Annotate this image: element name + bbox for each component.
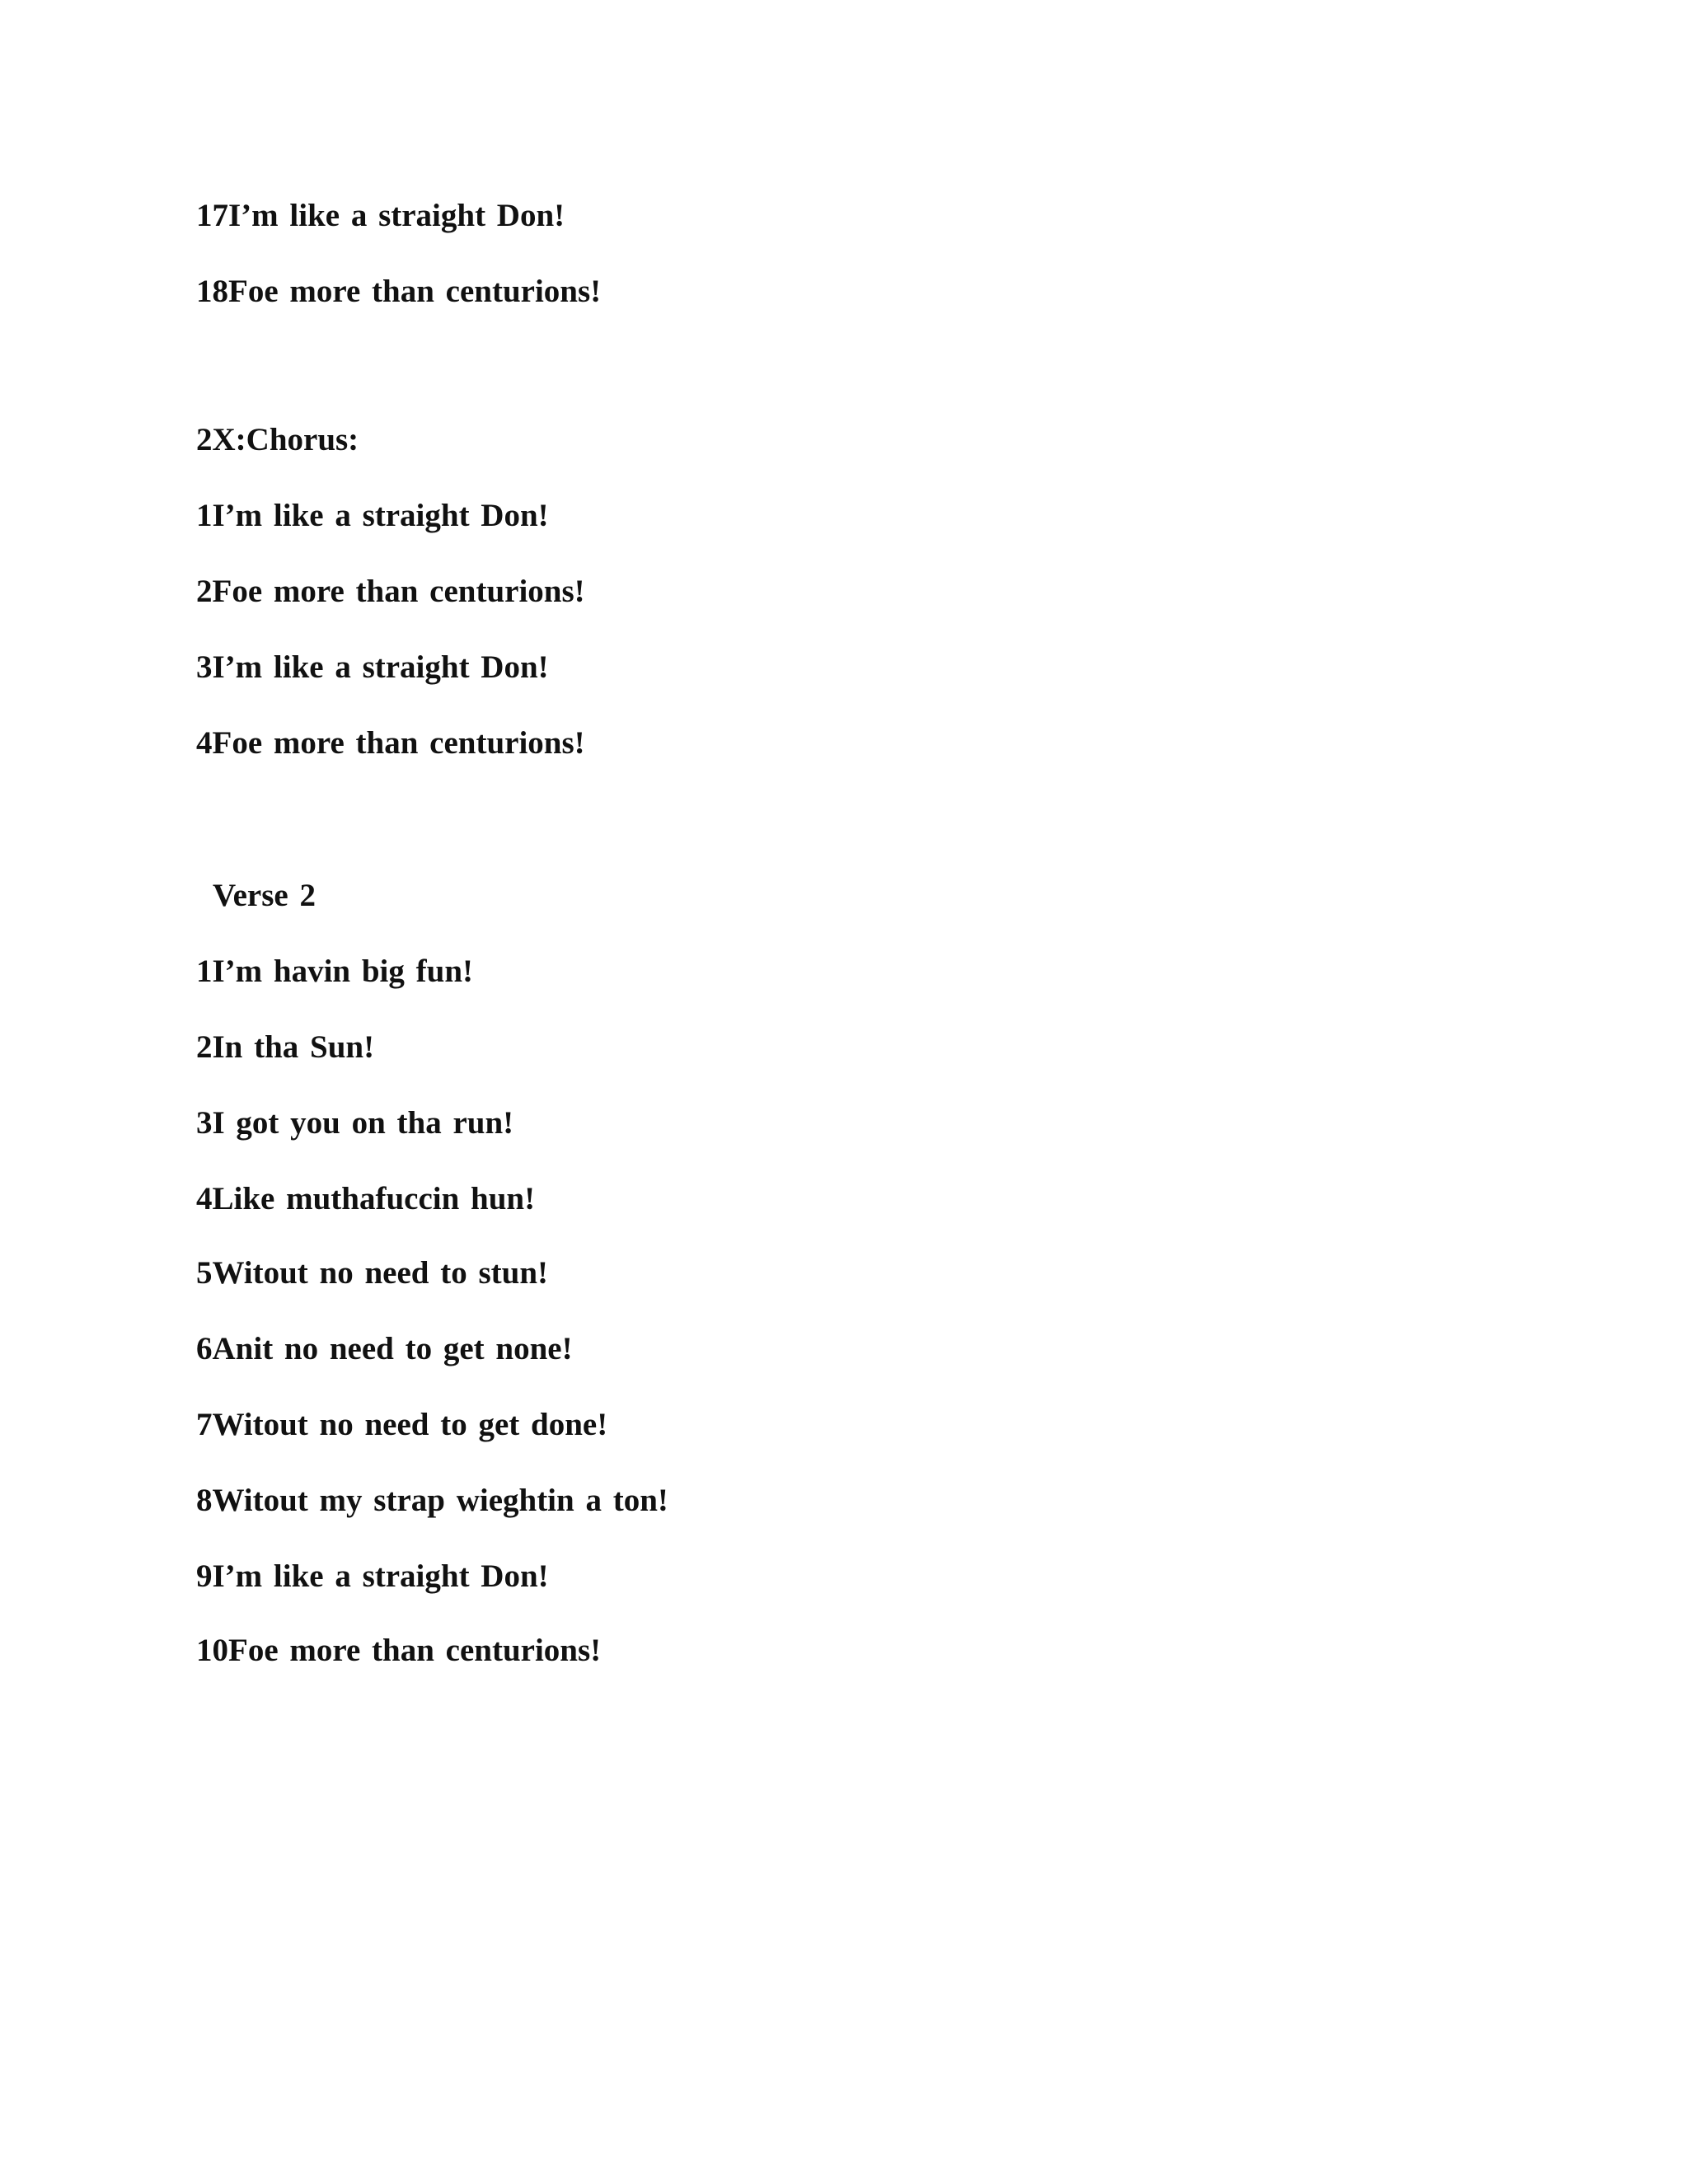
lyric-line: 1I’m havin big fun! <box>196 954 473 989</box>
lyric-line: 4Like muthafuccin hun! <box>196 1181 536 1216</box>
lyric-line: 2Foe more than centurions! <box>196 574 585 609</box>
lyric-line: 3I got you on tha run! <box>196 1105 514 1141</box>
lyric-line: 5Witout no need to stun! <box>196 1255 549 1291</box>
lyric-line: 8Witout my strap wieghtin a ton! <box>196 1483 668 1518</box>
lyric-line: 9I’m like a straight Don! <box>196 1558 549 1594</box>
lyric-line: 6Anit no need to get none! <box>196 1331 573 1366</box>
lyric-line: 18Foe more than centurions! <box>196 274 602 309</box>
lyric-line: 4Foe more than centurions! <box>196 725 585 761</box>
verse-heading: Verse 2 <box>213 878 316 913</box>
lyric-line: 2In tha Sun! <box>196 1029 375 1065</box>
lyric-line: 17I’m like a straight Don! <box>196 198 565 233</box>
lyric-line: 1I’m like a straight Don! <box>196 498 549 533</box>
lyric-line: 7Witout no need to get done! <box>196 1407 608 1442</box>
lyric-line: 10Foe more than centurions! <box>196 1633 602 1668</box>
chorus-heading: 2X:Chorus: <box>196 422 359 457</box>
lyric-line: 3I’m like a straight Don! <box>196 649 549 685</box>
